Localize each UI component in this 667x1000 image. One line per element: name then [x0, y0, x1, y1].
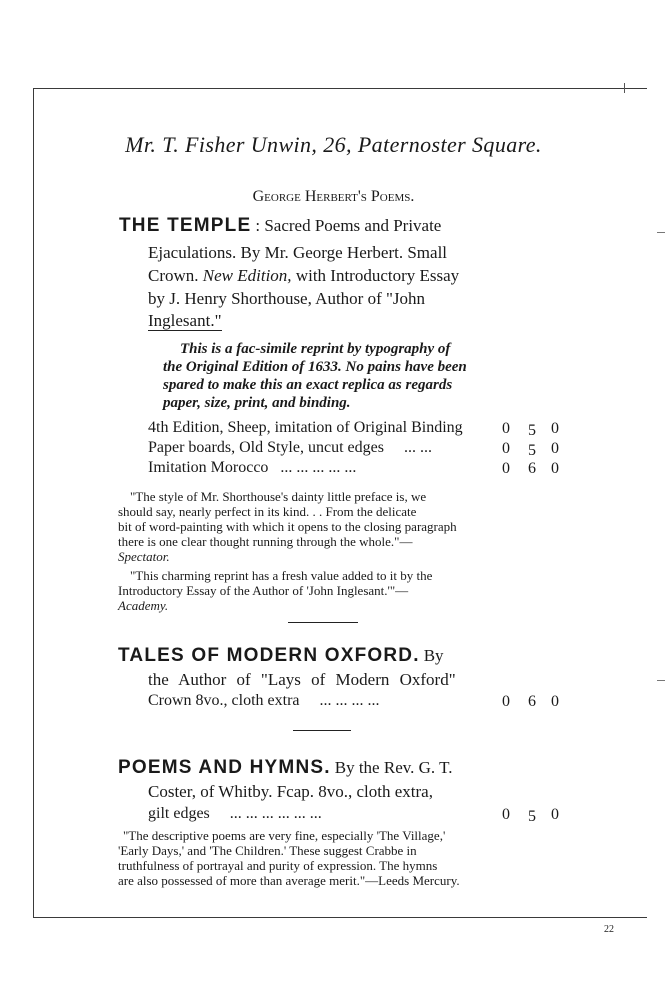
description-line: the Author of "Lays of Modern Oxford": [148, 670, 456, 689]
left-border-rule: [33, 88, 34, 918]
edge-tick-mark: [657, 680, 665, 681]
description-line: Inglesant.": [148, 311, 222, 330]
review-quote-line: bit of word-painting with which it opens to the closing paragraph: [118, 519, 457, 534]
description-line: Coster, of Whitby. Fcap. 8vo., cloth extra,: [148, 782, 433, 801]
price-label: Imitation Morocco ... ... ... ... ...: [148, 459, 357, 476]
review-quote-line: there is one clear thought running through the whole."—: [118, 534, 413, 549]
price-shillings: 6: [528, 693, 536, 710]
book-title: THE TEMPLE: [119, 215, 252, 236]
note-line: spared to make this an exact replica as regards: [163, 377, 453, 393]
review-quote-line: are also possessed of more than average merit."—Leeds Mercury.: [118, 873, 460, 888]
bottom-border-rule: [33, 917, 647, 918]
description-line: by J. Henry Shorthouse, Author of "John: [148, 289, 426, 308]
price-pounds: 0: [502, 693, 510, 710]
review-quote-line: Introductory Essay of the Author of 'John Inglesant.'"—: [118, 583, 409, 598]
note-line: This is a fac-simile reprint by typography of: [180, 341, 451, 357]
review-quote-line: "This charming reprint has a fresh value added to it by the: [130, 568, 433, 583]
price-pence: 0: [551, 460, 559, 477]
price-label: Crown 8vo., cloth extra ... ... ... ...: [148, 692, 380, 709]
review-quote-line: "The descriptive poems are very fine, especially 'The Village,': [123, 828, 446, 843]
price-pence: 0: [551, 693, 559, 710]
edge-tick-mark: [657, 232, 665, 233]
edition-italic: New Edition,: [202, 266, 292, 285]
price-pence: 0: [551, 806, 559, 823]
review-quote-line: "The style of Mr. Shorthouse's dainty little preface is, we: [130, 489, 427, 504]
tales-title-line: [118, 645, 444, 667]
price-pounds: 0: [502, 806, 510, 823]
note-line: the Original Edition of 1633. No pains have been: [163, 359, 467, 375]
price-shillings: 6: [528, 460, 536, 477]
description-line: Ejaculations. By Mr. George Herbert. Small: [148, 243, 448, 262]
book-title: TALES OF MODERN OXFORD.: [118, 645, 420, 666]
note-line: paper, size, print, and binding.: [163, 395, 351, 411]
title-by: By: [423, 646, 444, 665]
section-separator: [293, 730, 351, 731]
review-quote-line: should say, nearly perfect in its kind. . . From the delicate: [118, 504, 417, 519]
review-quote-line: 'Early Days,' and 'The Children.' These suggest Crabbe in: [118, 843, 417, 858]
price-label: 4th Edition, Sheep, imitation of Original Binding: [148, 419, 463, 436]
page-header: Mr. T. Fisher Unwin, 26, Paternoster Square.: [125, 132, 542, 157]
page-number: 22: [604, 924, 614, 935]
price-pence: 0: [551, 420, 559, 437]
title-by: By the Rev. G. T.: [334, 758, 453, 777]
price-label: gilt edges ... ... ... ... ... ...: [148, 805, 322, 822]
price-label: Paper boards, Old Style, uncut edges ... ...: [148, 439, 432, 456]
top-tick-mark: [624, 83, 625, 93]
top-border-rule: [33, 88, 647, 89]
temple-title-line: [119, 215, 441, 237]
price-pence: 0: [551, 440, 559, 457]
description-line: Crown. New Edition, with Introductory Essay: [148, 266, 460, 285]
price-pounds: 0: [502, 420, 510, 437]
price-shillings: 5: [528, 808, 536, 825]
title-continuation: : Sacred Poems and Private: [255, 216, 442, 235]
review-source: Academy.: [118, 598, 169, 613]
price-shillings: 5: [528, 422, 536, 439]
review-quote-line: truthfulness of portrayal and purity of expression. The hymns: [118, 858, 438, 873]
price-pounds: 0: [502, 460, 510, 477]
review-source: Spectator.: [118, 549, 170, 564]
section-heading: George Herbert's Poems.: [252, 188, 415, 205]
book-title: POEMS AND HYMNS.: [118, 757, 331, 778]
section-separator: [288, 622, 358, 623]
price-shillings: 5: [528, 442, 536, 459]
poems-title-line: [118, 757, 452, 779]
price-pounds: 0: [502, 440, 510, 457]
